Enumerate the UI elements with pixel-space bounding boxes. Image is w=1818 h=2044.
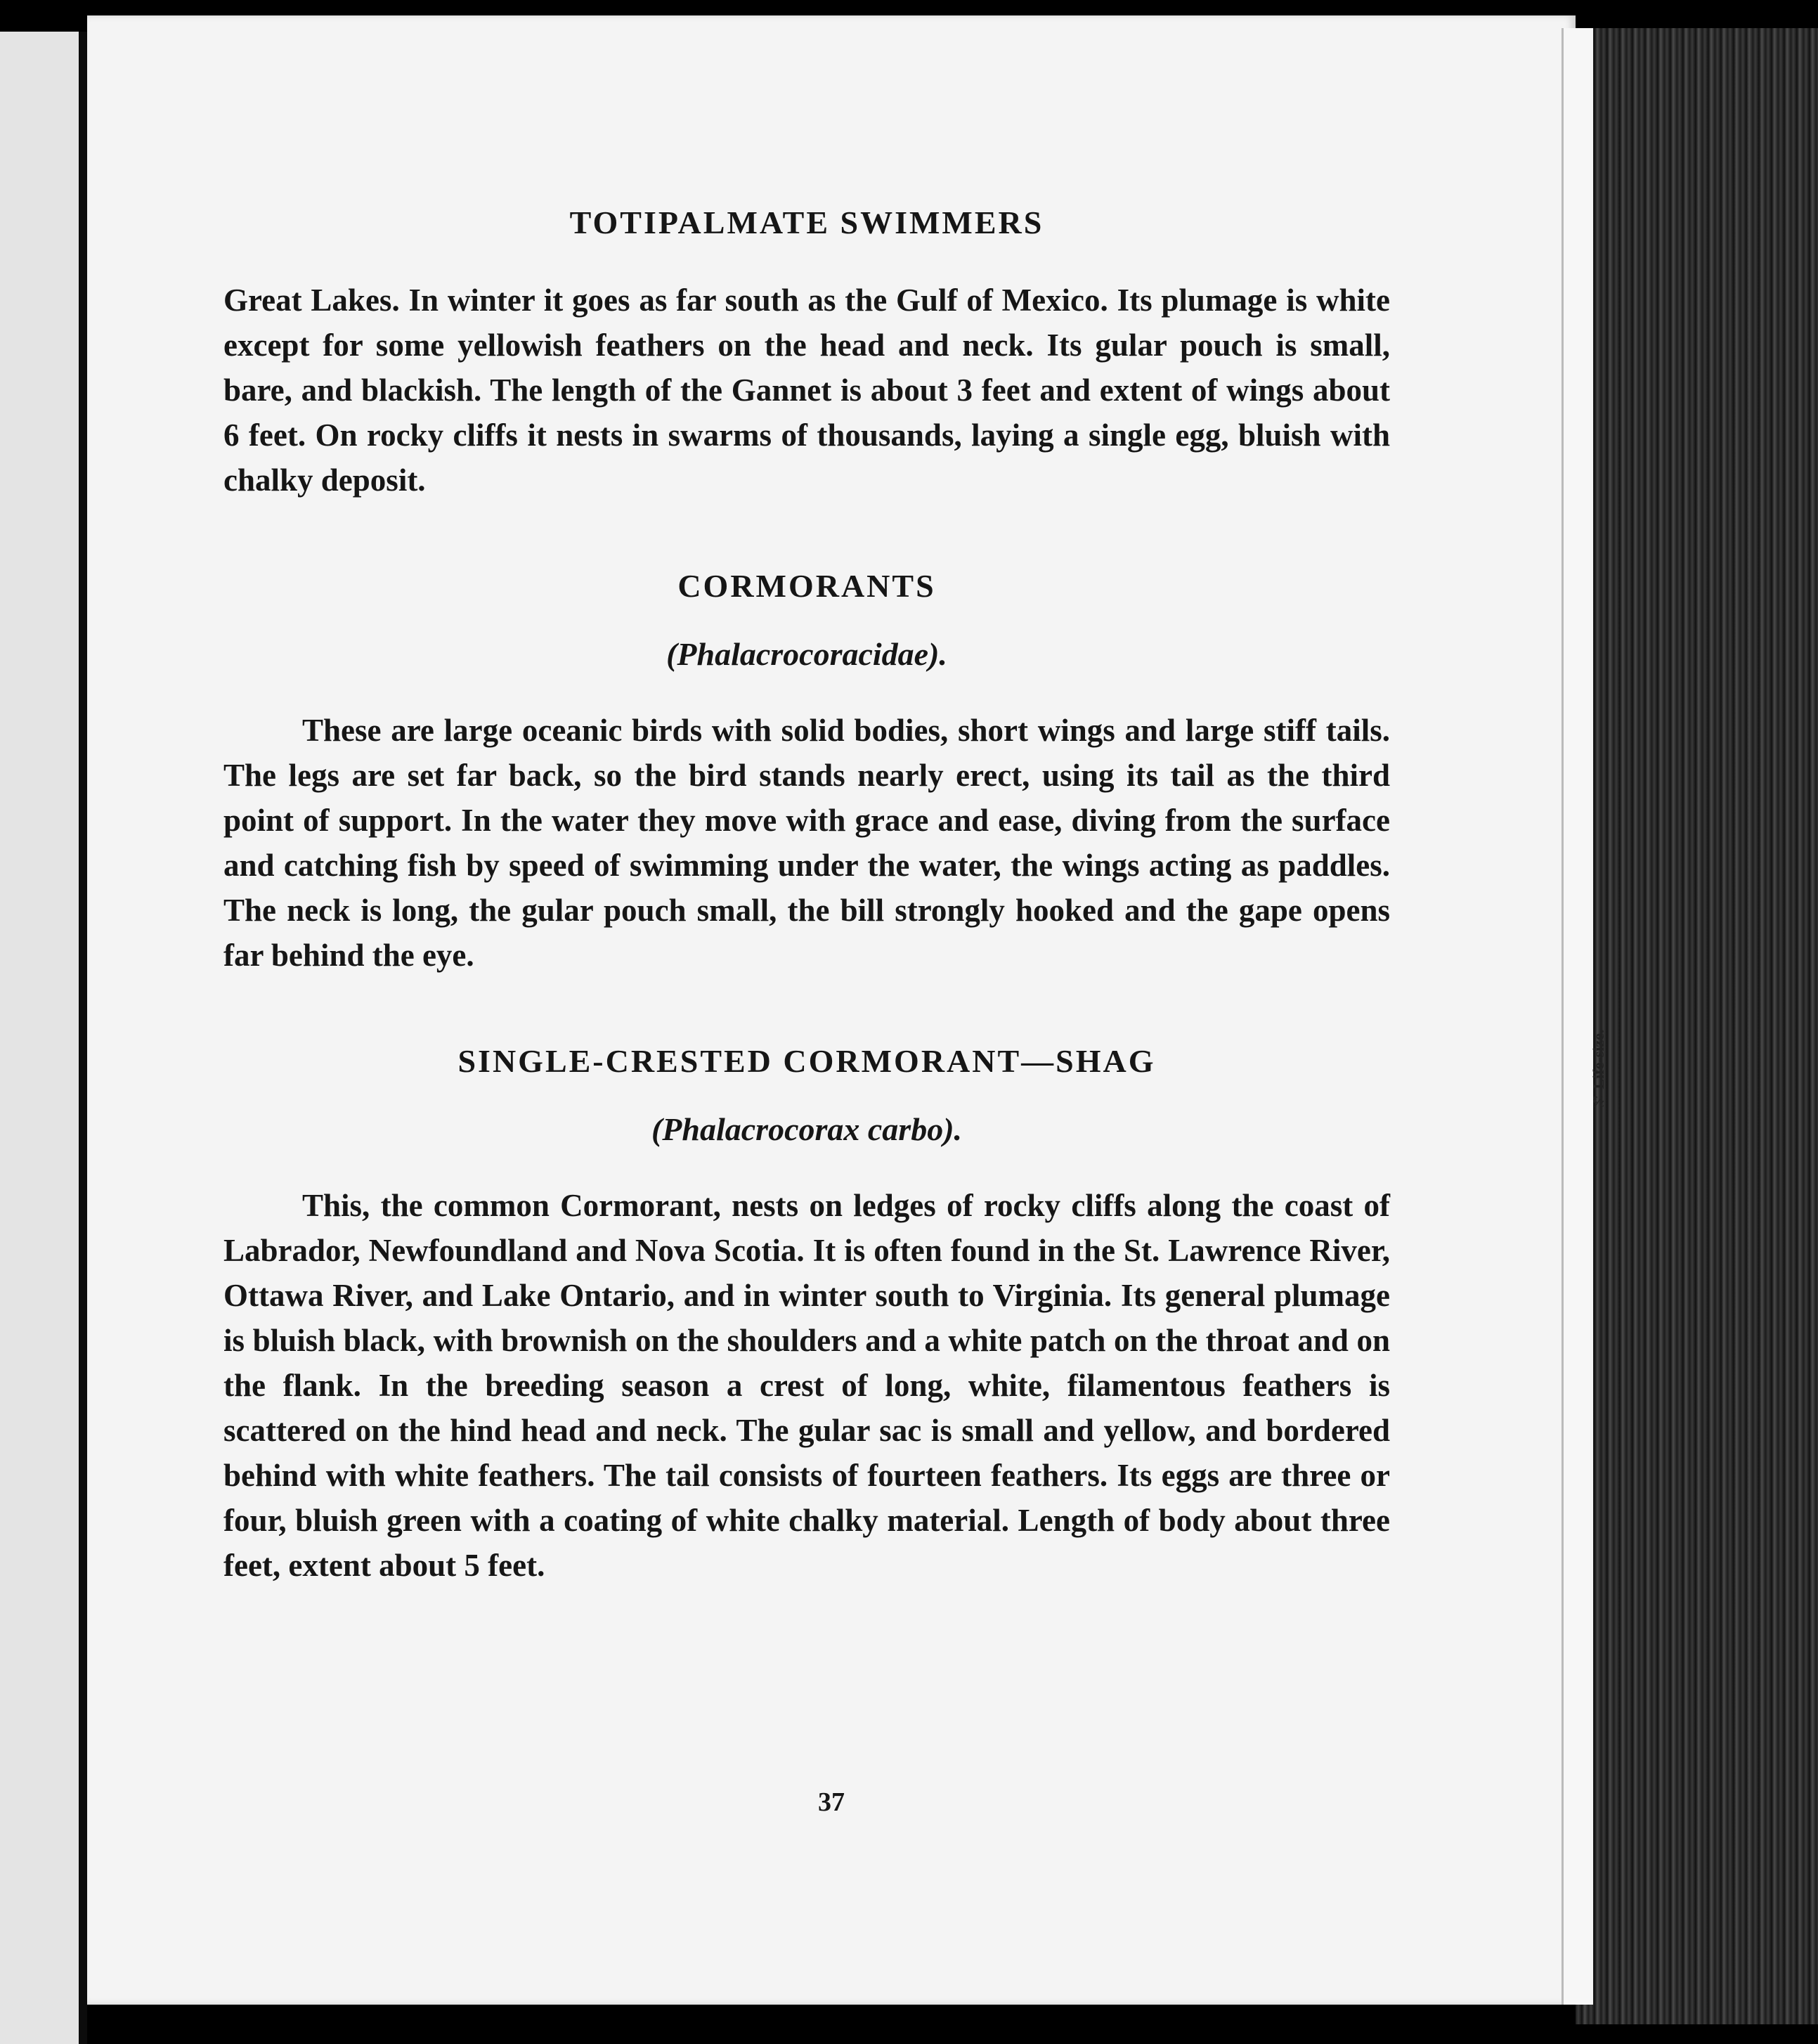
section-text-cormorants: These are large oceanic birds with solid bodies, short wings and large stiff tails. The legs are set far back, so the bird stands nearly erect, using its tail as the third point of support. In the water they move with grace and ease, diving from the surface and catching fish by speed of swimming under the water, the wings acting as paddles. The neck is long, the gular pouch small, the bill strongly hooked and the gape opens far behind the eye.: [223, 713, 1390, 973]
page-edge-strip: [1561, 28, 1593, 2005]
opening-paragraph: Great Lakes. In winter it goes as far south as the Gulf of Mexico. Its plumage is white except for some yellowish feathers on the head and neck. Its gular pouch is small, bare, and blackish. The length of the Gannet is about 3 feet and extent of wings about 6 feet. On rocky cliffs it nests in swarms of thousands, laying a single egg, bluish with chalky deposit.: [223, 283, 1390, 498]
section-latin-cormorants: (Phalacrocoracidae).: [666, 636, 947, 672]
page-number: 37: [818, 1787, 845, 1817]
facing-page-edge: [0, 32, 79, 2044]
page-content: [223, 204, 1390, 1588]
section-text-shag: This, the common Cormorant, nests on ledges of rocky cliffs along the coast of Labrador, Newfoundland and Nova Scotia. It is often found in the St. Lawrence River, Ottawa River, and Lake Ontario, and in winter south to Virginia. Its general plumage is bluish black, with brownish on the shoulders and a white patch on the throat and on the flank. In the breeding season a crest of long, white, filamentous feathers is scattered on the hind head and neck. The gular sac is small and yellow, and bordered behind with white feathers. The tail consists of fourteen feathers. Its eggs are three or four, bluish green with a coating of white chalky material. Length of body about three feet, extent about 5 feet.: [223, 1188, 1390, 1583]
book-fore-edge: [1576, 28, 1818, 2024]
section-title-shag: SINGLE-CRESTED CORMORANT—SHAG: [457, 1043, 1156, 1079]
section-title-cormorants: CORMORANTS: [677, 568, 936, 604]
running-head: TOTIPALMATE SWIMMERS: [569, 205, 1044, 240]
book-gutter: [79, 32, 87, 2044]
facing-plate-caption: ⅔ Life-size.: [1590, 1029, 1607, 1111]
section-latin-shag: (Phalacrocorax carbo).: [651, 1111, 963, 1147]
